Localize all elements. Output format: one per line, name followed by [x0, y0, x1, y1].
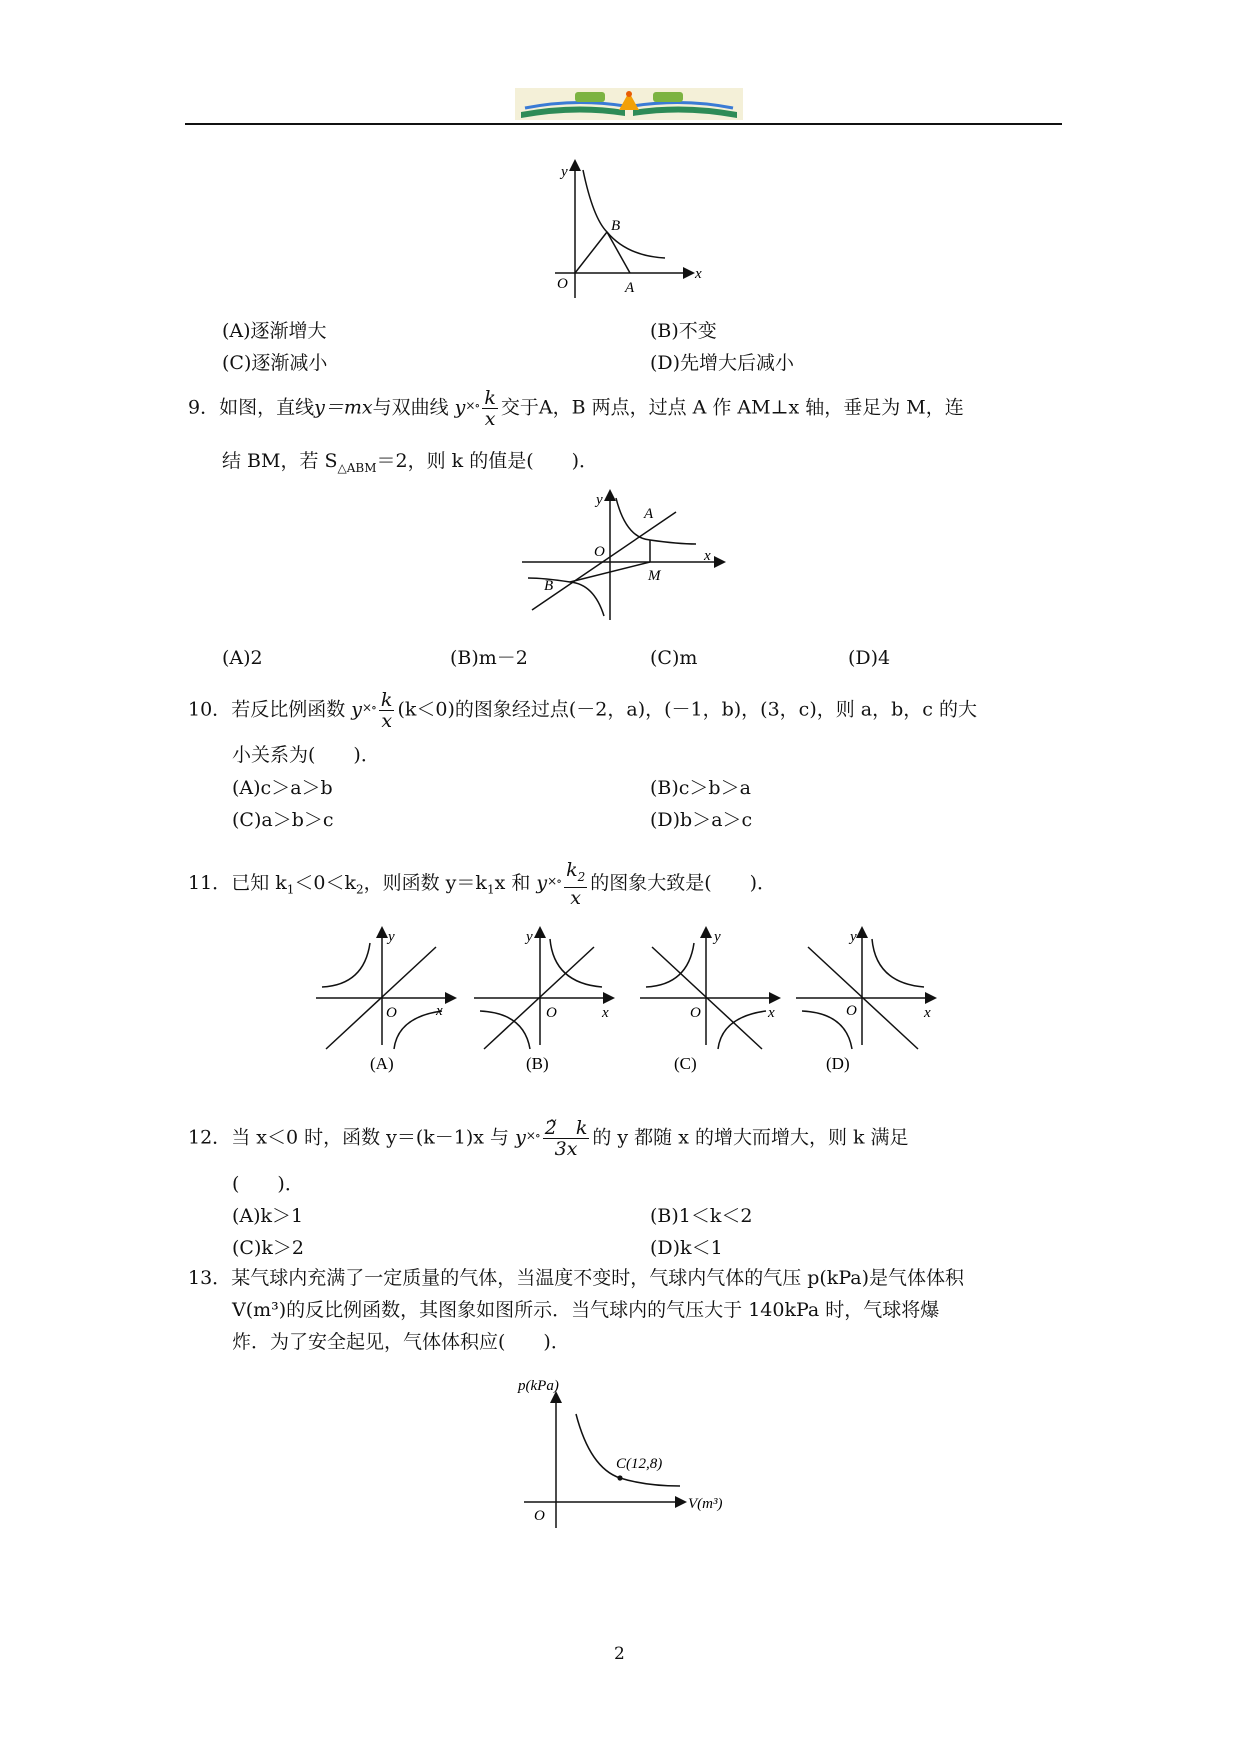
- q11-fraction: $\frac{k_2}{x}$: [566, 859, 586, 909]
- page-number: 2: [614, 1644, 625, 1664]
- q10-number: 10．: [188, 698, 232, 721]
- svg-text:O: O: [690, 1005, 701, 1021]
- q9-text-d: A，B 两点，过点 A 作 AM⊥x 轴，垂足为 M，连: [538, 396, 964, 419]
- q9-x-label: x: [704, 548, 711, 564]
- q13-o-label: O: [534, 1508, 545, 1524]
- q12-option-a: (A)k＞1: [232, 1205, 304, 1227]
- header-rule: [185, 123, 1062, 125]
- q10-line1: 10．若反比例函数 y×∘ $\frac{k}{x}$ (k＜0)的图象经过点(－2，a)，(－1，b)，(3，c)，则 a，b，c 的大: [188, 689, 977, 732]
- q11-caption-a: (A): [370, 1054, 394, 1073]
- q8-option-c: (C)逐渐减小: [222, 352, 328, 374]
- svg-text:x: x: [768, 1005, 775, 1021]
- q8-option-b: (B)不变: [650, 320, 717, 342]
- q11-caption-b: (B): [526, 1054, 549, 1073]
- q8-y-label: y: [561, 164, 568, 180]
- q10-line2: 小关系为( )．: [232, 744, 380, 766]
- q12-glitch: ×∘: [525, 1128, 540, 1143]
- q10-option-a: (A)c＞a＞b: [232, 777, 333, 799]
- q10-option-d: (D)b＞a＞c: [650, 809, 753, 831]
- q12-number: 12．: [188, 1126, 232, 1149]
- q12-option-c: (C)k＞2: [232, 1237, 304, 1259]
- q12-option-b: (B)1＜k＜2: [650, 1205, 753, 1227]
- svg-text:O: O: [386, 1005, 397, 1021]
- svg-text:y: y: [388, 929, 395, 945]
- q12-fraction: $\frac{2̃ k}{3x}$: [544, 1117, 588, 1160]
- q9-eq: y＝mx: [314, 396, 373, 419]
- q11-glitch: ×∘: [547, 873, 562, 888]
- q10-option-b: (B)c＞b＞a: [650, 777, 751, 799]
- q8-option-a: (A)逐渐增大: [222, 320, 327, 342]
- q9-text-c: 交于: [500, 396, 539, 419]
- q9-option-b: (B)m－2: [450, 647, 528, 669]
- q9-a-label: A: [644, 506, 654, 522]
- q9-y-label: y: [596, 492, 603, 508]
- q13-line2: V(m³)的反比例函数，其图象如图所示．当气球内的气压大于 140kPa 时，气球将爆: [232, 1299, 940, 1321]
- q11-graph-d: [792, 925, 942, 1075]
- header-logo: [515, 88, 743, 120]
- q9-subscript: △ABM: [337, 460, 377, 475]
- q12-line1: 12．当 x＜0 时，函数 y＝(k－1)x 与 y×∘ $\frac{2̃ k}{3x}$ 的 y 都随 x 的增大而增大，则 k 满足: [188, 1117, 909, 1160]
- q8-b-label: B: [611, 218, 621, 234]
- bookshelf-logo-icon: [515, 88, 743, 120]
- q9-glitch: ×∘: [465, 398, 480, 413]
- q9-b-label: B: [544, 578, 554, 594]
- svg-text:y: y: [850, 929, 857, 945]
- q9-number: 9．: [188, 396, 220, 419]
- q9-fraction: $\frac{k}{x}$: [484, 387, 496, 430]
- q9-text-a: 如图，直线: [219, 396, 315, 419]
- q13-p-axis-label: p(kPa): [518, 1378, 559, 1394]
- q13-number: 13．: [188, 1267, 232, 1289]
- q9-option-c: (C)m: [650, 647, 698, 669]
- svg-text:y: y: [526, 929, 533, 945]
- q9-m-label: M: [648, 568, 661, 584]
- q11-number: 11．: [188, 871, 232, 894]
- q10-fraction: $\frac{k}{x}$: [380, 689, 393, 732]
- q13-figure: [516, 1372, 736, 1532]
- svg-text:O: O: [546, 1005, 557, 1021]
- q8-x-label: x: [695, 266, 702, 282]
- q9-line2: 结 BM，若 $S_{\triangle ABM}=2$，则 k 的值是( )．: [222, 450, 599, 475]
- q11-graph-b: [470, 925, 620, 1075]
- q9-option-a: (A)2: [222, 647, 263, 669]
- q9-option-d: (D)4: [848, 647, 891, 669]
- q8-figure: [535, 158, 705, 298]
- q11-caption-c: (C): [674, 1054, 697, 1073]
- q9-y: y: [454, 396, 466, 419]
- q13-point-label: C(12,8): [616, 1456, 663, 1472]
- q9-text-b: 与双曲线: [372, 396, 449, 419]
- svg-text:x: x: [602, 1005, 609, 1021]
- svg-text:x: x: [924, 1005, 931, 1021]
- svg-text:y: y: [714, 929, 721, 945]
- svg-text:x: x: [436, 1003, 443, 1019]
- q8-a-label: A: [625, 280, 635, 296]
- q13-line1: 13．某气球内充满了一定质量的气体，当温度不变时，气球内气体的气压 p(kPa)是气体体积: [188, 1267, 964, 1289]
- q11-y: y: [536, 871, 548, 894]
- q9-figure: [518, 488, 728, 620]
- q12-option-d: (D)k＜1: [650, 1237, 723, 1259]
- q13-line3: 炸．为了安全起见，气体体积应( )．: [232, 1331, 570, 1353]
- q12-y: y: [515, 1126, 526, 1149]
- q10-glitch: ×∘: [361, 700, 376, 715]
- q10-y: y: [351, 698, 362, 721]
- svg-text:O: O: [846, 1003, 857, 1019]
- q11-line1: 11．已知 $k_1<0<k_2$，则函数 $y=k_1x$ 和 y×∘ $\frac{k_2}{x}$ 的图象大致是( )．: [188, 859, 777, 909]
- q11-graph-c: [636, 925, 786, 1075]
- q9-line1: [188, 388, 964, 429]
- q9-o-label: O: [594, 544, 605, 560]
- q12-line2: ( )．: [232, 1173, 304, 1195]
- q11-graph-a: [312, 925, 462, 1075]
- q10-option-c: (C)a＞b＞c: [232, 809, 334, 831]
- q13-v-axis-label: V(m³): [688, 1496, 723, 1512]
- q8-o-label: O: [557, 276, 568, 292]
- q11-caption-d: (D): [826, 1054, 850, 1073]
- q8-option-d: (D)先增大后减小: [650, 352, 795, 374]
